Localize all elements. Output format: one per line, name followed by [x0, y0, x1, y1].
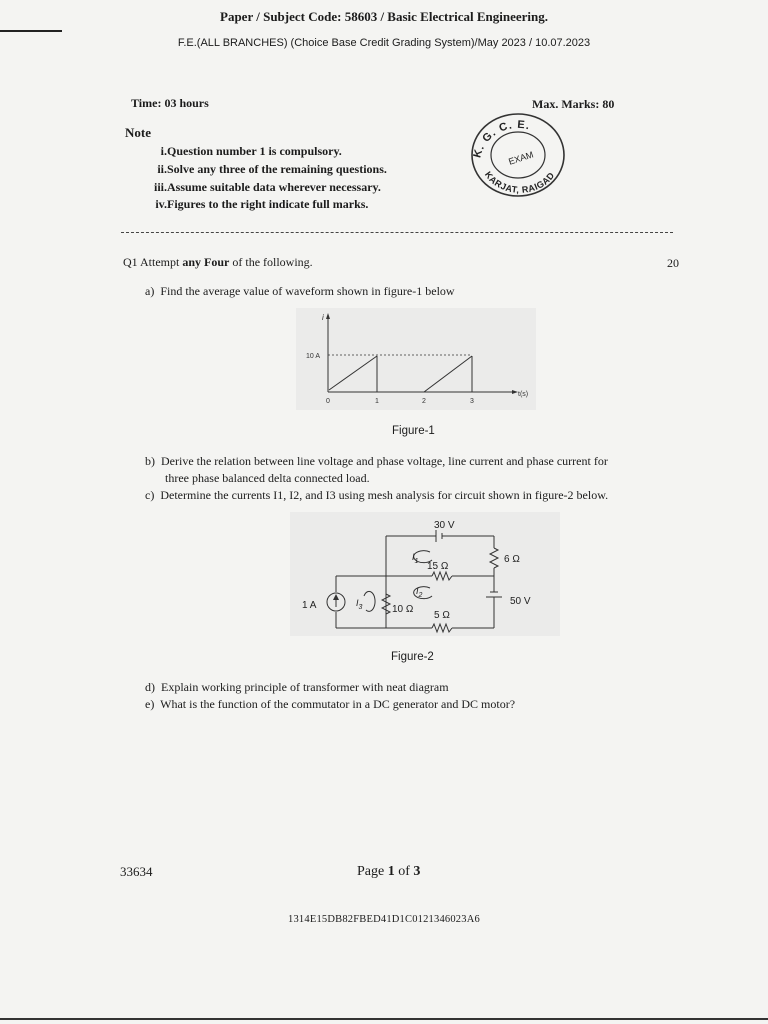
part-label: b)	[145, 454, 155, 468]
stamp-inner-text: EXAM	[507, 149, 535, 167]
question-suffix: of the following.	[232, 255, 313, 269]
r-5-label: 5 Ω	[434, 610, 450, 621]
question-marks: 20	[667, 256, 679, 270]
question-emphasis: any Four	[182, 255, 230, 269]
source-50v-label: 50 V	[510, 596, 531, 607]
part-b-continuation: three phase balanced delta connected load.	[165, 471, 370, 485]
note-item	[127, 180, 427, 195]
note-item	[127, 162, 427, 177]
source-1a-label: 1 A	[302, 600, 317, 611]
figure-2-caption: Figure-2	[391, 651, 434, 663]
note-text: Question number 1 is compulsory.	[167, 144, 342, 158]
part-label: d)	[145, 680, 155, 694]
tick-label: 1	[375, 398, 379, 405]
note-number: iv.	[155, 197, 167, 211]
page-title: Paper / Subject Code: 58603 / Basic Electrical Engineering.	[220, 9, 548, 24]
r-15-label: 15 Ω	[427, 561, 449, 572]
svg-text:K. G. C. E.: K. G. C. E.	[471, 118, 532, 160]
part-text: What is the function of the commutator in a DC generator and DC motor?	[160, 697, 516, 711]
note-text: Figures to the right indicate full marks.	[167, 197, 369, 211]
question-part-e	[145, 697, 515, 712]
page-of: of	[398, 864, 410, 879]
y-axis-label: i	[322, 313, 324, 322]
note-heading: Note	[125, 125, 151, 140]
max-marks-label: Max. Marks: 80	[532, 97, 615, 111]
source-30v-label: 30 V	[434, 520, 455, 531]
scan-mark	[0, 30, 62, 32]
r-10-label: 10 Ω	[392, 604, 414, 615]
part-text: Explain working principle of transformer with neat diagram	[161, 680, 449, 694]
part-label: e)	[145, 697, 155, 711]
paper-code: 33634	[120, 864, 153, 879]
bottom-edge-line	[0, 1018, 768, 1020]
figure-2-circuit	[290, 512, 560, 636]
mesh-3-label: $I_3$	[356, 598, 363, 611]
document-hash: 1314E15DB82FBED41D1C0121346023A6	[288, 914, 480, 925]
level-label: 10 A	[306, 353, 321, 360]
note-item	[127, 144, 427, 159]
exam-subtitle: F.E.(ALL BRANCHES) (Choice Base Credit Grading System)/May 2023 / 10.07.2023	[177, 37, 591, 49]
svg-text:KARJAT, RAIGAD: KARJAT, RAIGAD	[482, 169, 557, 195]
note-text: Solve any three of the remaining questions.	[167, 162, 387, 176]
tick-label: 3	[470, 398, 474, 405]
note-text: Assume suitable data wherever necessary.	[167, 180, 381, 194]
section-divider	[121, 232, 673, 233]
question-part-a	[145, 284, 455, 299]
question-label: Q1	[123, 255, 138, 269]
r-6-label: 6 Ω	[504, 554, 520, 565]
question-1-heading	[123, 255, 313, 270]
page-number: 1	[387, 864, 395, 879]
figure-1-waveform	[296, 308, 536, 410]
x-axis-label: t(s)	[518, 391, 529, 398]
mesh-1-label: $I_1$	[412, 552, 419, 565]
part-text: Find the average value of waveform shown in figure-1 below	[160, 284, 455, 298]
note-item	[127, 197, 427, 212]
question-part-c	[145, 488, 608, 503]
part-label: a)	[145, 284, 155, 298]
figure-1-caption: Figure-1	[392, 425, 435, 437]
mesh-2-label: $I_2$	[416, 586, 423, 599]
question-part-d	[145, 680, 449, 695]
part-text: Derive the relation between line voltage and phase voltage, line current and phase current for	[161, 454, 608, 468]
question-prefix: Attempt	[140, 255, 180, 269]
page-indicator	[357, 864, 420, 880]
note-number: ii.	[157, 162, 167, 176]
part-text: Determine the currents I1, I2, and I3 using mesh analysis for circuit shown in figure-2 below.	[160, 488, 609, 502]
time-label: Time: 03 hours	[131, 96, 209, 110]
note-number: iii.	[153, 180, 167, 194]
question-part-b	[145, 454, 608, 469]
page-total: 3	[413, 864, 421, 879]
tick-label: 2	[422, 398, 426, 405]
tick-label: 0	[326, 398, 330, 405]
note-number: i.	[160, 144, 167, 158]
page-prefix: Page	[357, 864, 385, 879]
college-stamp	[468, 108, 568, 202]
part-label: c)	[145, 488, 155, 502]
